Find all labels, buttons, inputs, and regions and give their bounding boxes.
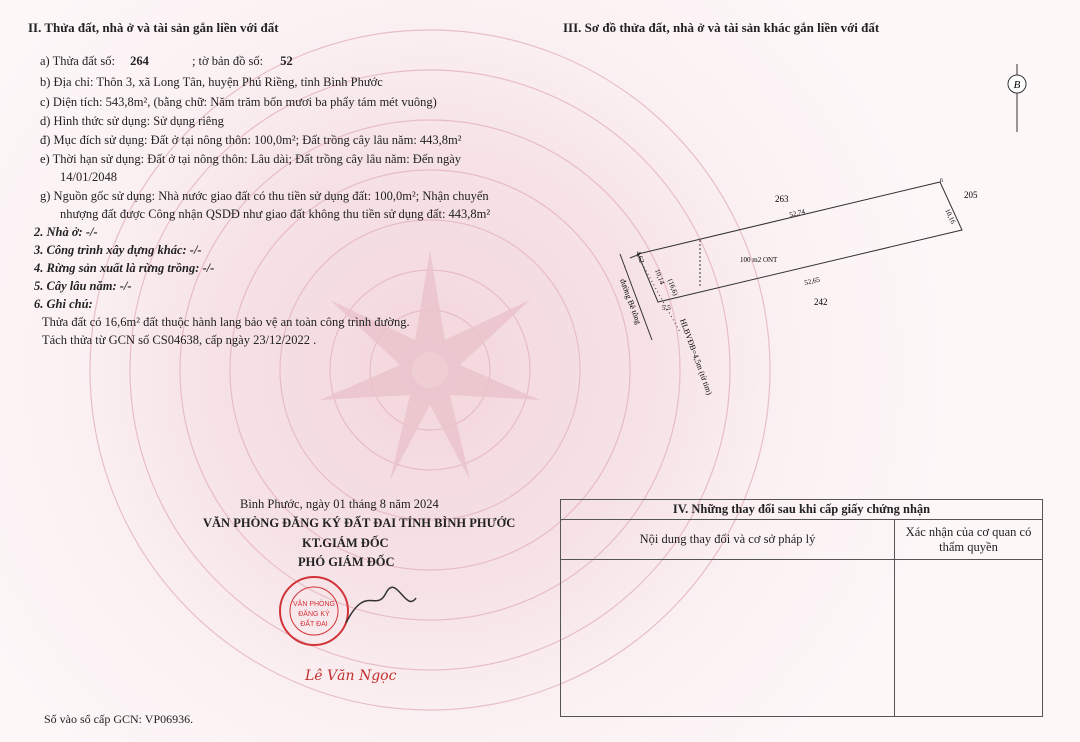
office-name: VĂN PHÒNG ĐĂNG KÝ ĐẤT ĐAI TỈNH BÌNH PHƯỚC <box>203 516 516 530</box>
len-left: 10,14 <box>653 267 667 286</box>
section2-header: II. Thửa đất, nhà ở và tài sản gắn liền với đất <box>28 20 279 35</box>
left-small: (16,6) <box>666 277 680 297</box>
changes-empty-content <box>561 560 895 717</box>
changes-empty-confirm <box>895 560 1043 717</box>
len-bottom: 52,65 <box>803 275 821 287</box>
role-1: KT.GIÁM ĐỐC <box>302 536 389 550</box>
origin-line-2: nhượng đất được Công nhận QSDĐ như giao đất không thu tiền sử dụng đất: 443,8m² <box>60 207 491 221</box>
map-sheet-number: 52 <box>280 54 293 68</box>
perennial-item: 5. Cây lâu năm: -/- <box>34 279 132 293</box>
parcel-diagram <box>600 170 1000 410</box>
svg-text:ĐẤT ĐAI: ĐẤT ĐAI <box>300 621 328 628</box>
compass-letter: B <box>1013 79 1021 91</box>
pt2: 5,5 <box>662 304 671 312</box>
term-date: 14/01/2048 <box>60 170 117 184</box>
notes-title: 6. Ghi chú: <box>34 297 93 311</box>
usage-form-line: d) Hình thức sử dụng: Sử dụng riêng <box>40 114 224 128</box>
changes-col-content: Nội dung thay đổi và cơ sở pháp lý <box>561 520 895 560</box>
len-right: 10,16 <box>943 207 958 226</box>
north-compass-icon <box>1002 62 1032 134</box>
registry-number: Số vào sổ cấp GCN: VP06936. <box>44 712 194 726</box>
forest-item: 4. Rừng sản xuất là rừng trồng: -/- <box>34 261 215 275</box>
signer-name: Lê Văn Ngọc <box>305 668 397 684</box>
neighbor-right: 205 <box>964 190 978 200</box>
changes-title: IV. Những thay đổi sau khi cấp giấy chứng nhận <box>561 500 1043 520</box>
parcel-label: a) Thửa đất số: <box>40 54 115 68</box>
road-label: đường Bê tông <box>618 277 643 326</box>
house-item: 2. Nhà ở: -/- <box>34 225 98 239</box>
parcel-number: 264 <box>130 54 149 68</box>
parcel-line <box>40 54 293 69</box>
area-line: c) Diện tích: 543,8m², (bằng chữ: Năm trăm bốn mươi ba phẩy tám mét vuông) <box>40 95 437 109</box>
len-top: 52,74 <box>788 207 806 219</box>
changes-col-confirm: Xác nhận của cơ quan có thẩm quyền <box>895 520 1043 560</box>
note-1: Thửa đất có 16,6m² đất thuộc hành lang bảo vệ an toàn công trình đường. <box>42 315 410 329</box>
corridor-label: HLBVĐB=4,5m (từ tim) <box>678 317 715 397</box>
svg-text:ĐĂNG KÝ: ĐĂNG KÝ <box>298 611 330 618</box>
pt1: 4,62 <box>634 249 646 265</box>
purpose-line: đ) Mục đích sử dụng: Đất ở tại nông thôn: 100,0m²; Đất trồng cây lâu năm: 443,8m² <box>40 133 462 147</box>
place-date: Bình Phước, ngày 01 tháng 8 năm 2024 <box>240 497 439 511</box>
official-stamp-icon <box>276 573 426 653</box>
address-line: b) Địa chỉ: Thôn 3, xã Long Tân, huyện Phú Riềng, tỉnh Bình Phước <box>40 75 383 89</box>
note-2: Tách thửa từ GCN số CS04638, cấp ngày 23/12/2022 . <box>42 333 317 347</box>
neighbor-bottom: 242 <box>814 297 828 307</box>
map-sheet-label: ; tờ bản đồ số: <box>191 54 264 68</box>
role-2: PHÓ GIÁM ĐỐC <box>298 555 395 569</box>
parcel-outline <box>638 182 962 302</box>
origin-line: g) Nguồn gốc sử dụng: Nhà nước giao đất có thu tiền sử dụng đất: 100,0m²; Nhận chuyển <box>40 189 489 203</box>
construction-item: 3. Công trình xây dựng khác: -/- <box>34 243 202 257</box>
neighbor-top: 263 <box>775 194 789 204</box>
svg-text:VĂN PHÒNG: VĂN PHÒNG <box>292 601 336 608</box>
changes-table <box>560 499 1043 717</box>
inner-label: 100 m2 ONT <box>740 256 778 264</box>
corner-label: 6 <box>940 178 943 184</box>
section3-header: III. Sơ đồ thửa đất, nhà ở và tài sản khác gắn liền với đất <box>563 20 880 35</box>
term-line: e) Thời hạn sử dụng: Đất ở tại nông thôn: Lâu dài; Đất trồng cây lâu năm: Đến ngày <box>40 152 462 166</box>
